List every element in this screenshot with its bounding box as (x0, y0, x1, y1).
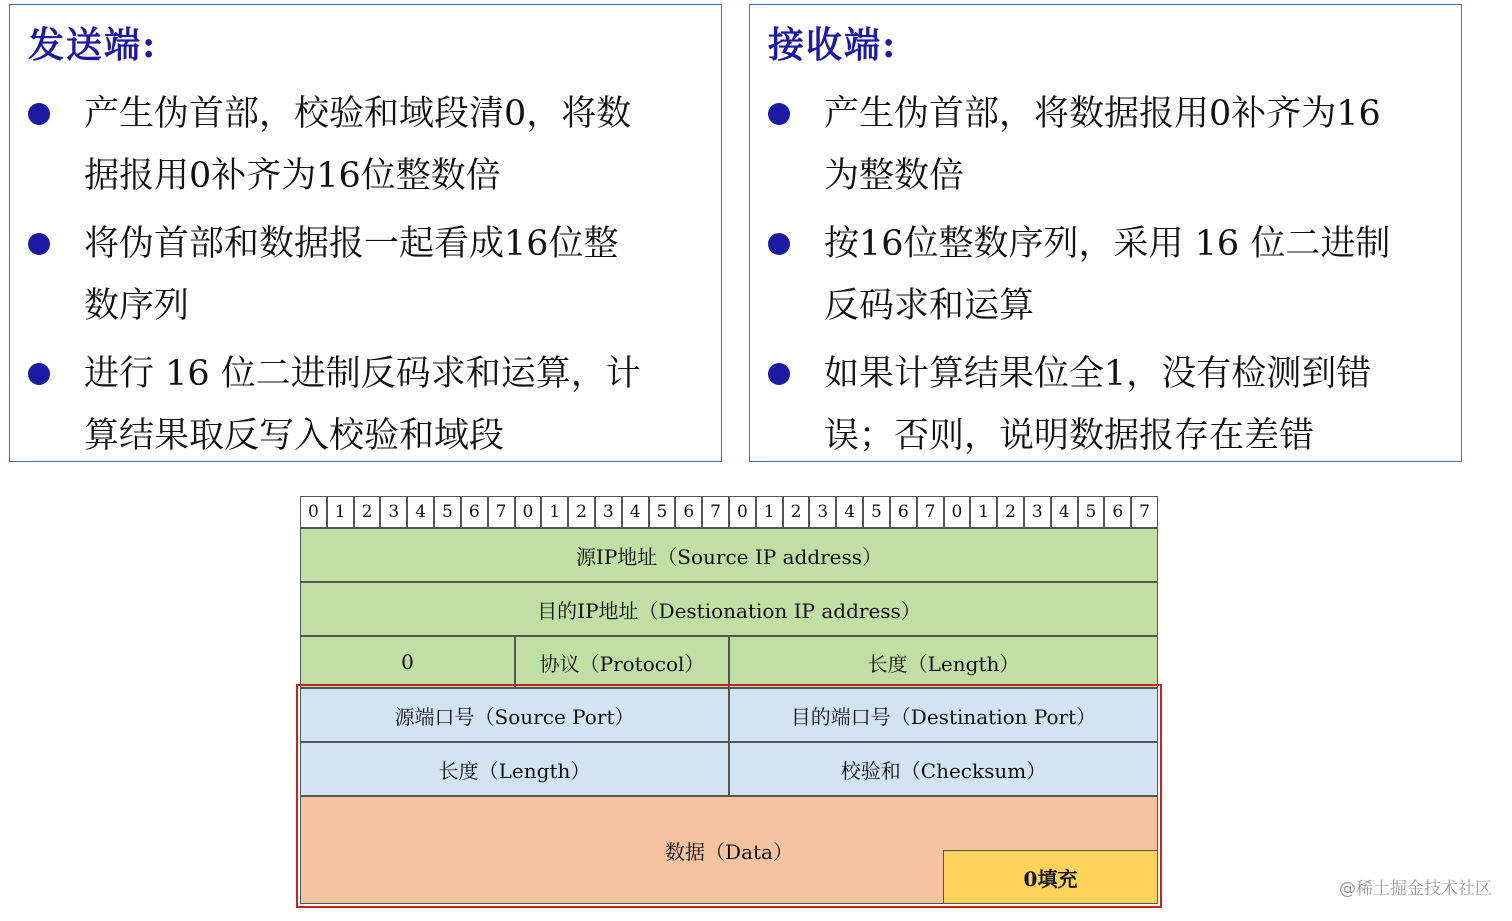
bit-index-cell: 5 (1078, 496, 1105, 528)
zero-cell: 0 (300, 636, 515, 688)
bullet-line: 据报用0补齐为16位整数倍 (84, 156, 501, 196)
padding-cell: 0填充 (943, 850, 1158, 904)
bit-index-cell: 1 (970, 496, 997, 528)
bit-index-cell: 3 (380, 496, 407, 528)
bit-index-cell: 6 (1104, 496, 1131, 528)
data-label: 数据（Data） (665, 839, 793, 864)
udp-length-cell: 长度（Length） (300, 742, 729, 796)
bullet-dot-icon (28, 363, 50, 385)
bit-index-cell: 0 (300, 496, 327, 528)
bullet-line: 反码求和运算 (824, 286, 1035, 326)
udp-checksum-diagram (300, 496, 1158, 906)
bullet-line: 为整数倍 (824, 156, 965, 196)
bit-index-cell: 4 (836, 496, 863, 528)
bullet-line: 将伪首部和数据报一起看成16位整 (84, 224, 619, 264)
bit-index-cell: 1 (327, 496, 354, 528)
sender-bullet-3 (24, 343, 707, 467)
bit-index-cell: 2 (783, 496, 810, 528)
receiver-bullet-2 (764, 213, 1447, 337)
receiver-panel (749, 4, 1462, 462)
pseudo-length-cell: 长度（Length） (729, 636, 1158, 688)
bullet-dot-icon (28, 233, 50, 255)
bit-index-cell: 1 (756, 496, 783, 528)
bullet-dot-icon (28, 103, 50, 125)
bit-index-cell: 5 (434, 496, 461, 528)
bit-index-cell: 1 (541, 496, 568, 528)
bullet-line: 算结果取反写入校验和域段 (84, 416, 505, 456)
bit-index-cell: 3 (809, 496, 836, 528)
dest-port-cell: 目的端口号（Destination Port） (729, 688, 1158, 742)
bit-index-cell: 7 (1131, 496, 1158, 528)
bit-index-cell: 4 (1051, 496, 1078, 528)
receiver-bullet-3 (764, 343, 1447, 467)
bullet-dot-icon (768, 233, 790, 255)
dest-ip-cell: 目的IP地址（Destionation IP address） (300, 582, 1158, 636)
bit-index-cell: 0 (944, 496, 971, 528)
bit-index-cell: 3 (1024, 496, 1051, 528)
sender-panel (9, 4, 722, 462)
bit-index-cell: 5 (649, 496, 676, 528)
bit-index-cell: 7 (702, 496, 729, 528)
bit-index-cell: 0 (729, 496, 756, 528)
watermark: @稀土掘金技术社区 (1339, 879, 1492, 899)
bit-index-cell: 7 (488, 496, 515, 528)
bit-index-cell: 3 (595, 496, 622, 528)
receiver-bullet-list (764, 83, 1447, 473)
bit-index-cell: 0 (515, 496, 542, 528)
bit-index-cell: 5 (863, 496, 890, 528)
sender-bullet-1 (24, 83, 707, 207)
bullet-line: 数序列 (84, 286, 190, 326)
receiver-bullet-1 (764, 83, 1447, 207)
bit-index-cell: 6 (461, 496, 488, 528)
sender-bullet-list (24, 83, 707, 473)
bit-index-cell: 2 (997, 496, 1024, 528)
bit-index-cell: 4 (622, 496, 649, 528)
bit-index-cell: 6 (890, 496, 917, 528)
bit-index-cell: 6 (675, 496, 702, 528)
source-ip-cell: 源IP地址（Source IP address） (300, 528, 1158, 582)
bullet-line: 产生伪首部，校验和域段清0，将数 (84, 94, 632, 134)
bullet-line: 进行 16 位二进制反码求和运算，计 (84, 354, 641, 394)
checksum-cell: 校验和（Checksum） (729, 742, 1158, 796)
bit-index-cell: 2 (568, 496, 595, 528)
bit-index-row (300, 496, 1158, 528)
source-port-cell: 源端口号（Source Port） (300, 688, 729, 742)
bullet-line: 如果计算结果位全1，没有检测到错 (824, 354, 1372, 394)
sender-title: 发送端: (28, 24, 158, 66)
bullet-dot-icon (768, 363, 790, 385)
bullet-line: 按16位整数序列，采用 16 位二进制 (824, 224, 1391, 264)
bullet-line: 误；否则，说明数据报存在差错 (824, 416, 1315, 456)
receiver-title: 接收端: (768, 24, 898, 66)
bullet-line: 产生伪首部，将数据报用0补齐为16 (824, 94, 1381, 134)
bullet-dot-icon (768, 103, 790, 125)
protocol-cell: 协议（Protocol） (515, 636, 729, 688)
bit-index-cell: 7 (917, 496, 944, 528)
bit-index-cell: 2 (354, 496, 381, 528)
bit-index-cell: 4 (407, 496, 434, 528)
sender-bullet-2 (24, 213, 707, 337)
